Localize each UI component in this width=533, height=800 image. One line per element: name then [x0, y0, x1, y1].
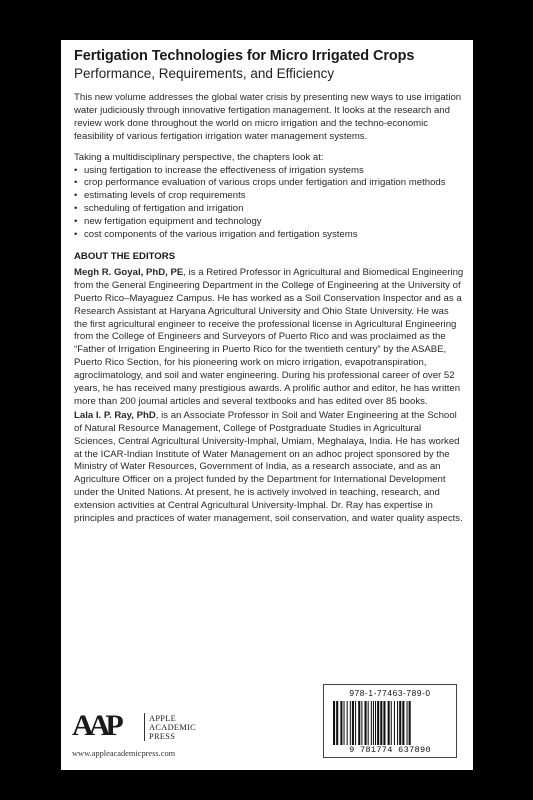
barcode-bar [336, 701, 338, 745]
barcode-bar [373, 701, 374, 745]
intro-paragraph: This new volume addresses the global water crisis by presenting new ways to use irrigation water judiciously through innovative fertigation management. It looks at the research and review work done throughout the world on micro irrigation and the techno-economic feasibility of various fertigation irrigation water management systems. [74, 92, 462, 142]
barcode-bar [380, 701, 382, 745]
publisher-name-line: APPLE [149, 714, 177, 723]
editor-bio-text: , is a Retired Professor in Agricultural and Biomedical Engineering from the General Engineering Department in the College of Engineering at the University of Puerto Rico–Mayaguez Campus. He has worked as a Soil Conservation Inspector and as a Research Assistant at Haryana Agricultural University and Ohio State University. He was the first agricultural engineer to receive the professional license in Agricultural Engineering from the College of Engineers and Surveyors of Puerto Rico and was proclaimed as the “Father of Irrigation Engineering in Puerto Rico for the twentieth century” by the ASABE, Puerto Rico Section, for his pioneering work on micro irrigation, evapotranspiration, agroclimatology, and soil and water engineering. During his professional career of over 52 years, he has received many prestigious awards. A prolific author and editor, he has written more than 200 journal articles and several textbooks and has edited over 85 books. [74, 266, 464, 407]
topic-list [74, 165, 464, 242]
editor-name: Megh R. Goyal, PhD, PE [74, 266, 184, 278]
barcode-bar [391, 701, 392, 745]
barcode-bar [377, 701, 379, 745]
barcode-bar [361, 701, 362, 745]
barcode-bar [347, 701, 348, 745]
editor-name: Lala I. P. Ray, PhD [74, 409, 156, 421]
barcode-bar [383, 701, 385, 745]
topic-item: • scheduling of fertigation and irrigation [74, 203, 464, 216]
publisher-name-line: ACADEMIC [149, 723, 197, 733]
barcode-bar [365, 701, 367, 745]
topic-item: • using fertigation to increase the effectiveness of irrigation systems [74, 165, 464, 178]
barcode-bar [355, 701, 356, 745]
topic-item: • cost components of the various irrigation and fertigation systems [74, 229, 464, 242]
publisher-url: www.appleacademicpress.com [72, 749, 176, 758]
barcode-bar [399, 701, 401, 745]
about-editors-heading: ABOUT THE EDITORS [74, 250, 176, 262]
topics-lead: Taking a multidisciplinary perspective, the chapters look at: [74, 151, 324, 163]
barcode-bar [344, 701, 345, 745]
logo-divider [144, 713, 145, 741]
barcode-bar [407, 701, 408, 745]
book-title: Fertigation Technologies for Micro Irrigated Crops [74, 48, 415, 64]
barcode-bar [409, 701, 411, 745]
aap-logo-mark: AAP [72, 709, 119, 742]
topic-item: • new fertigation equipment and technology [74, 216, 464, 229]
barcode-bar [350, 701, 351, 745]
barcode-bar [402, 701, 404, 745]
barcode-bar [352, 701, 354, 745]
editor-bio [74, 410, 464, 526]
book-subtitle: Performance, Requirements, and Efficiency [74, 66, 335, 81]
topic-item: • estimating levels of crop requirements [74, 190, 464, 203]
barcode-bar [358, 701, 360, 745]
barcode-bar [368, 701, 369, 745]
barcode-digits: 9 781774 637890 [349, 745, 431, 755]
barcode-bar [388, 701, 390, 745]
publisher-name [149, 714, 196, 742]
barcode-bar [340, 701, 342, 745]
barcode-bar [394, 701, 395, 745]
barcode-bar [397, 701, 398, 745]
barcode [332, 701, 448, 745]
cover-text [74, 48, 464, 526]
editor-bio-text: , is an Associate Professor in Soil and Water Engineering at the School of Natural Resource Management, College of Postgraduate Studies in Agricultural Sciences, Central Agricultural University-Imphal, Umiam, Meghalaya, India. He has worked at the ICAR-Indian Institute of Water Management on an adhoc project sponsored by the Ministry of Water Resources, Government of India, as a research associate, and as an Agriculture Officer on a project funded by the Department for International Development under the United Nations. At present, he is actively involved in teaching, research, and extension activities at Central Agricultural University-Imphal. Dr. Ray has expertise in principles and practices of water management, soil conservation, and water quality aspects. [74, 409, 463, 525]
back-cover [61, 40, 473, 770]
barcode-bar [371, 701, 372, 745]
barcode-bar [333, 701, 335, 745]
isbn-barcode-box [323, 684, 457, 758]
publisher-name-line: PRESS [149, 732, 176, 742]
barcode-bar [375, 701, 376, 745]
isbn-label: 978-1-77463-789-0 [349, 688, 431, 698]
topic-item: • crop performance evaluation of various crops under fertigation and irrigation methods [74, 177, 464, 190]
editor-bio [74, 267, 464, 409]
